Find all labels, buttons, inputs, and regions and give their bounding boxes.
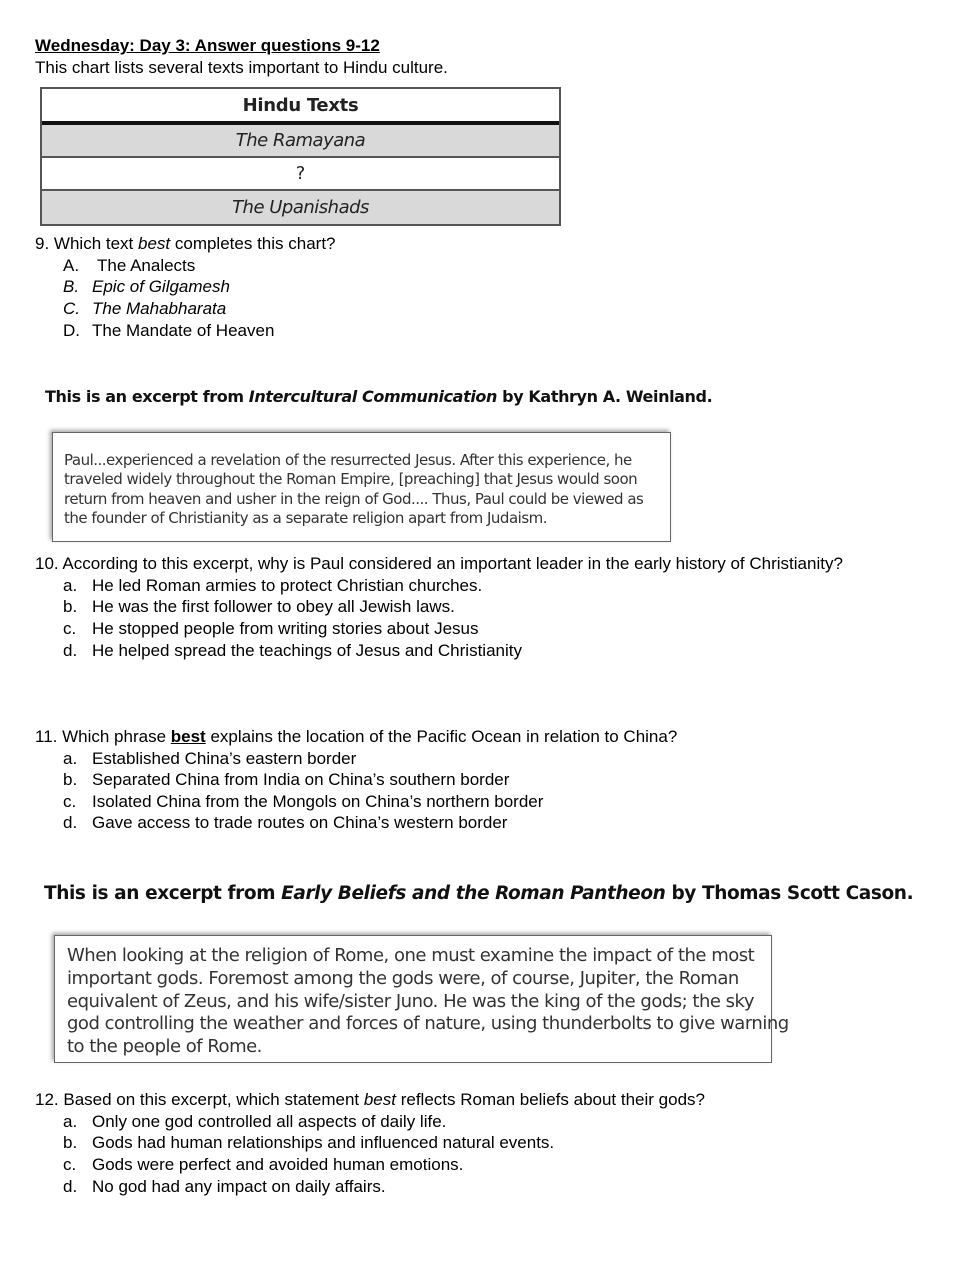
- excerpt-line: equivalent of Zeus, and his wife/sister Juno. He was the king of the gods; the sky: [67, 990, 754, 1012]
- option-label: b.: [63, 770, 78, 789]
- option-text: Gave access to trade routes on China’s western border: [92, 813, 508, 832]
- excerpt-2-intro: [44, 883, 913, 904]
- question-10-option-a[interactable]: [63, 575, 482, 596]
- option-label: D.: [63, 321, 80, 340]
- chart-intro: This chart lists several texts important to Hindu culture.: [35, 58, 448, 77]
- prompt-emphasis: best: [170, 727, 206, 746]
- question-10-prompt: 10. According to this excerpt, why is Paul considered an important leader in the early history of Christianity?: [35, 554, 843, 573]
- question-12-prompt: [35, 1089, 705, 1110]
- option-label: c.: [63, 792, 77, 811]
- option-label: c.: [63, 619, 77, 638]
- option-label: d.: [63, 1177, 78, 1196]
- option-text: The Analects: [97, 256, 196, 275]
- question-12-option-a[interactable]: [63, 1111, 446, 1132]
- source-title: Intercultural Communication: [248, 387, 497, 406]
- option-text: The Mahabharata: [92, 299, 227, 318]
- page-title: Wednesday: Day 3: Answer questions 9-12: [35, 36, 380, 55]
- table-row: [42, 158, 559, 191]
- question-12-option-d[interactable]: [63, 1176, 386, 1197]
- excerpt-line: traveled widely throughout the Roman Empire, [preaching] that Jesus would soon: [64, 470, 638, 489]
- prompt-text: completes this chart?: [170, 234, 336, 253]
- question-10-option-c[interactable]: [63, 618, 478, 639]
- option-label: d.: [63, 813, 78, 832]
- question-11-option-b[interactable]: [63, 769, 509, 790]
- question-11-prompt: [35, 726, 677, 747]
- excerpt-line: Paul...experienced a revelation of the resurrected Jesus. After this experience, he: [64, 451, 632, 469]
- excerpt-line: to the people of Rome.: [67, 1036, 262, 1058]
- option-text: He was the first follower to obey all Jewish laws.: [92, 597, 455, 616]
- intro-text: This is an excerpt from: [45, 387, 249, 406]
- excerpt-line: important gods. Foremost among the gods were, of course, Jupiter, the Roman: [67, 967, 739, 989]
- question-9-option-c[interactable]: [63, 298, 226, 319]
- prompt-text: Which text: [49, 234, 138, 253]
- prompt-emphasis: best: [363, 1090, 396, 1109]
- hindu-texts-table: [40, 87, 561, 226]
- question-11-option-c[interactable]: [63, 791, 543, 812]
- option-text: He stopped people from writing stories about Jesus: [92, 619, 479, 638]
- question-9-option-d[interactable]: [63, 320, 274, 341]
- prompt-text: reflects Roman beliefs about their gods?: [395, 1090, 705, 1109]
- question-10-option-b[interactable]: [63, 596, 455, 617]
- option-text: Isolated China from the Mongols on China’s northern border: [92, 792, 544, 811]
- option-text: Only one god controlled all aspects of daily life.: [92, 1112, 447, 1131]
- option-text: He helped spread the teachings of Jesus and Christianity: [92, 641, 522, 660]
- intro-text: by Kathryn A. Weinland.: [497, 387, 713, 406]
- intro-text: by Thomas Scott Cason.: [665, 883, 914, 904]
- option-label: b.: [63, 1133, 78, 1152]
- option-label: a.: [63, 749, 78, 768]
- option-text: Gods had human relationships and influenced natural events.: [92, 1133, 555, 1152]
- option-text: He led Roman armies to protect Christian churches.: [92, 576, 483, 595]
- question-11-option-a[interactable]: [63, 748, 356, 769]
- question-9-option-a[interactable]: [63, 255, 195, 276]
- question-12-option-b[interactable]: [63, 1132, 554, 1153]
- question-9-prompt: [35, 233, 336, 254]
- source-title: Early Beliefs and the Roman Pantheon: [281, 883, 666, 904]
- table-cell: The Ramayana: [235, 130, 366, 151]
- prompt-text: 11. Which phrase: [35, 727, 171, 746]
- excerpt-line: When looking at the religion of Rome, one must examine the impact of the most: [67, 945, 755, 966]
- table-header-text: Hindu Texts: [242, 94, 359, 116]
- option-label: b.: [63, 597, 78, 616]
- option-label: a.: [63, 576, 78, 595]
- table-cell: The Upanishads: [232, 197, 369, 218]
- option-label: a.: [63, 1112, 78, 1131]
- option-text: Established China’s eastern border: [92, 749, 357, 768]
- option-text: The Mandate of Heaven: [92, 321, 275, 340]
- table-row: [42, 191, 559, 224]
- option-text: Gods were perfect and avoided human emotions.: [92, 1155, 464, 1174]
- table-header: [42, 89, 559, 125]
- option-label: A.: [63, 256, 80, 275]
- excerpt-line: return from heaven and usher in the reign of God.... Thus, Paul could be viewed as: [64, 489, 644, 508]
- question-number: 9.: [35, 234, 50, 253]
- option-label: d.: [63, 641, 78, 660]
- question-10-option-d[interactable]: [63, 640, 522, 661]
- intro-text: This is an excerpt from: [44, 883, 282, 904]
- prompt-emphasis: best: [138, 234, 171, 253]
- excerpt-1-box: [52, 432, 671, 542]
- option-label: C.: [63, 299, 80, 318]
- option-text: Epic of Gilgamesh: [92, 277, 230, 296]
- prompt-text: 12. Based on this excerpt, which statement: [35, 1090, 364, 1109]
- option-text: Separated China from India on China’s southern border: [92, 770, 510, 789]
- option-text: No god had any impact on daily affairs.: [92, 1177, 386, 1196]
- prompt-text: explains the location of the Pacific Ocean in relation to China?: [205, 727, 678, 746]
- question-12-option-c[interactable]: [63, 1154, 463, 1175]
- excerpt-line: god controlling the weather and forces of nature, using thunderbolts to give warning: [67, 1013, 789, 1035]
- question-9-option-b[interactable]: [63, 276, 230, 297]
- table-row: [42, 125, 559, 158]
- option-label: c.: [63, 1155, 77, 1174]
- excerpt-line: the founder of Christianity as a separate religion apart from Judaism.: [64, 508, 548, 527]
- excerpt-1-intro: [45, 387, 712, 406]
- question-11-option-d[interactable]: [63, 812, 507, 833]
- option-label: B.: [63, 277, 80, 296]
- excerpt-2-box: [54, 935, 789, 1063]
- table-cell: ?: [295, 163, 306, 184]
